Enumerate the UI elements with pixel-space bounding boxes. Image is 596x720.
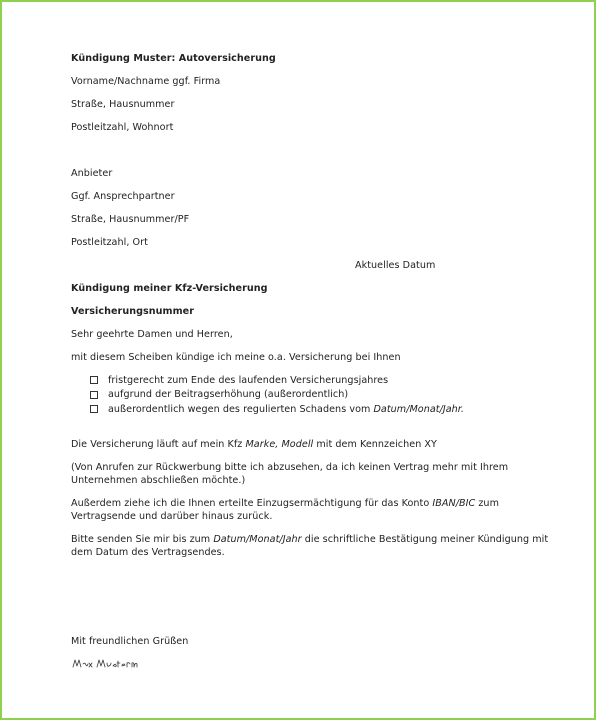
vehicle-model-placeholder: Marke, Modell <box>245 438 314 450</box>
signature-icon <box>71 656 141 672</box>
handwritten-signature <box>71 656 541 672</box>
iban-placeholder: IBAN/BIC <box>432 497 476 509</box>
cancellation-options <box>90 373 541 417</box>
option-premium-increase[interactable] <box>90 388 541 403</box>
salutation: Sehr geehrte Damen und Herren, <box>71 329 233 340</box>
checkbox-icon[interactable] <box>90 405 98 413</box>
debit-text: Außerdem ziehe ich die Ihnen erteilte Einzugsermächtigung für das Konto <box>71 497 433 509</box>
intro-text: mit diesem Scheiben kündige ich meine o.a. Versicherung bei Ihnen <box>71 352 401 363</box>
letter-date: Aktuelles Datum <box>355 260 436 271</box>
option-regular[interactable] <box>90 373 541 388</box>
document-title: Kündigung Muster: Autoversicherung <box>71 53 276 64</box>
calls-line-2: Unternehmen abschließen möchte.) <box>71 474 246 486</box>
option-label: fristgerecht zum Ende des laufenden Versicherungsjahres <box>108 374 389 386</box>
recipient-contact: Ggf. Ansprechpartner <box>71 191 175 202</box>
recipient-city: Postleitzahl, Ort <box>71 237 148 248</box>
option-label: aufgrund der Beitragserhöhung (außerordentlich) <box>108 389 349 401</box>
sender-street: Straße, Hausnummer <box>71 99 175 110</box>
option-label <box>108 403 464 416</box>
confirmation-paragraph <box>71 533 549 559</box>
checkbox-icon[interactable] <box>90 391 98 399</box>
vehicle-paragraph <box>71 438 541 451</box>
vehicle-plate-text: mit dem Kennzeichen XY <box>313 438 437 450</box>
sender-city: Postleitzahl, Wohnort <box>71 122 174 133</box>
cancellation-letter <box>71 52 549 672</box>
recipient-street: Straße, Hausnummer/PF <box>71 214 190 225</box>
option-damage-claim[interactable] <box>90 402 541 417</box>
debit-line-2: Vertragsende und darüber hinaus zurück. <box>71 510 273 522</box>
calls-paragraph <box>71 461 541 487</box>
option-label-text: außerordentlich wegen des regulierten Schadens vom <box>108 403 374 415</box>
recipient-provider: Anbieter <box>71 168 113 179</box>
confirm-text-end: die schriftliche Bestätigung meiner Kündigung mit <box>301 533 549 545</box>
debit-paragraph <box>71 497 541 523</box>
policy-number-label: Versicherungsnummer <box>71 306 194 317</box>
sender-name: Vorname/Nachname ggf. Firma <box>71 76 221 87</box>
calls-line-1: (Von Anrufen zur Rückwerbung bitte ich abzusehen, da ich keinen Vertrag mehr mit Ihrem <box>71 461 509 473</box>
closing-phrase: Mit freundlichen Grüßen <box>71 635 189 647</box>
confirm-text: Bitte senden Sie mir bis zum <box>71 533 214 545</box>
subject-line: Kündigung meiner Kfz-Versicherung <box>71 283 268 294</box>
option-date-placeholder: Datum/Monat/Jahr. <box>373 403 465 415</box>
vehicle-text: Die Versicherung läuft auf mein Kfz <box>71 438 246 450</box>
confirm-line-2: dem Datum des Vertragsendes. <box>71 546 225 558</box>
debit-text-end: zum <box>475 497 499 509</box>
checkbox-icon[interactable] <box>90 376 98 384</box>
confirm-date-placeholder: Datum/Monat/Jahr <box>213 533 302 545</box>
